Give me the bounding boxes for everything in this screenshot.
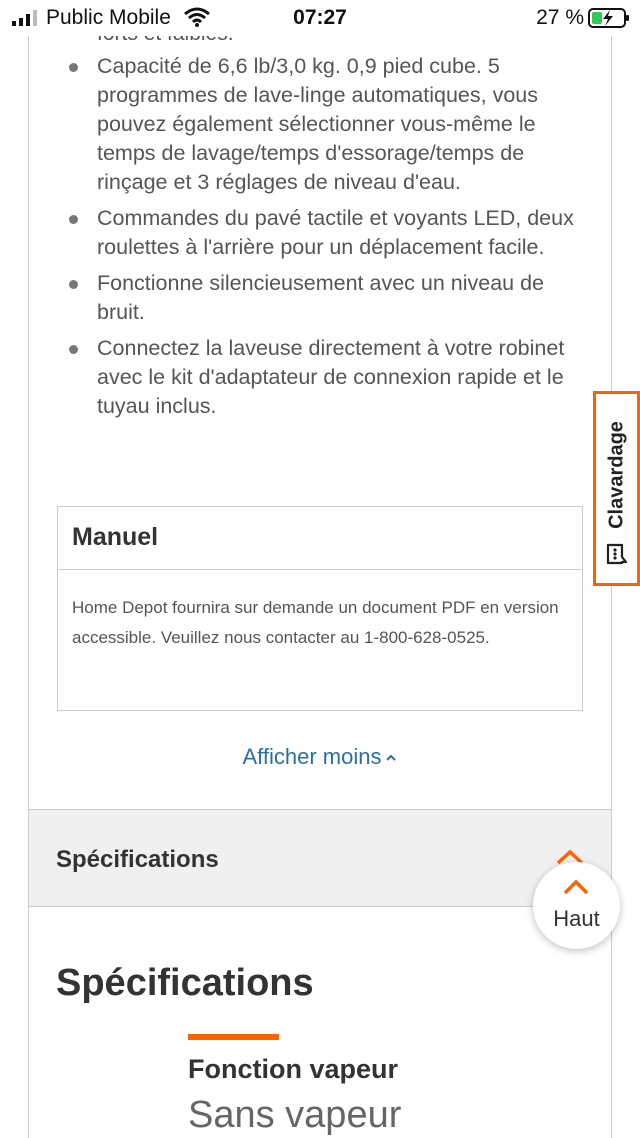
show-less-label: Afficher moins <box>242 744 382 769</box>
feature-item: Commandes du pavé tactile et voyants LED, deux roulettes à l'arrière pour un déplacement facile. <box>58 204 588 262</box>
feature-list <box>58 52 588 428</box>
feature-item: Connectez la laveuse directement à votre robinet avec le kit d'adaptateur de connexion rapide et le tuyau inclus. <box>58 334 588 421</box>
content-border-left <box>28 36 29 1138</box>
battery-charging-icon <box>588 8 630 28</box>
chat-tab-button[interactable] <box>593 391 640 586</box>
back-to-top-button[interactable] <box>533 862 620 949</box>
feature-item: Capacité de 6,6 lb/3,0 kg. 0,9 pied cube. 5 programmes de lave-linge automatiques, vous pouvez également sélectionner vous-même le temps de lavage/temps d'essorage/temps de rinçage et 3 réglages de niveau d'eau. <box>58 52 588 197</box>
show-less-link[interactable] <box>0 744 640 770</box>
spec-label: Fonction vapeur <box>188 1054 399 1084</box>
specifications-title: Spécifications <box>56 962 314 1004</box>
chevron-up-icon <box>562 878 590 896</box>
feature-item: Fonctionne silencieusement avec un niveau de bruit. <box>58 269 588 327</box>
content-border-right <box>611 36 612 1138</box>
chevron-up-icon <box>385 752 397 764</box>
chat-label: Clavardage <box>605 420 627 529</box>
back-to-top-label: Haut <box>553 906 600 931</box>
spec-value: Sans vapeur <box>188 1094 402 1136</box>
manual-body: Home Depot fournira sur demande un document PDF en version accessible. Veuillez nous contacter au 1-800-628-0525. <box>72 598 559 647</box>
status-bar <box>0 0 640 36</box>
battery-percentage: 27 % <box>536 6 584 29</box>
chat-icon <box>605 542 629 566</box>
manual-box <box>57 506 583 711</box>
manual-divider <box>58 569 582 570</box>
specifications-header-title: Spécifications <box>56 846 219 873</box>
status-time: 07:27 <box>293 6 347 29</box>
manual-title: Manuel <box>72 523 159 551</box>
carrier-name: Public Mobile <box>46 6 171 29</box>
accent-rule <box>188 1034 279 1040</box>
specifications-accordion-header[interactable] <box>29 809 611 907</box>
